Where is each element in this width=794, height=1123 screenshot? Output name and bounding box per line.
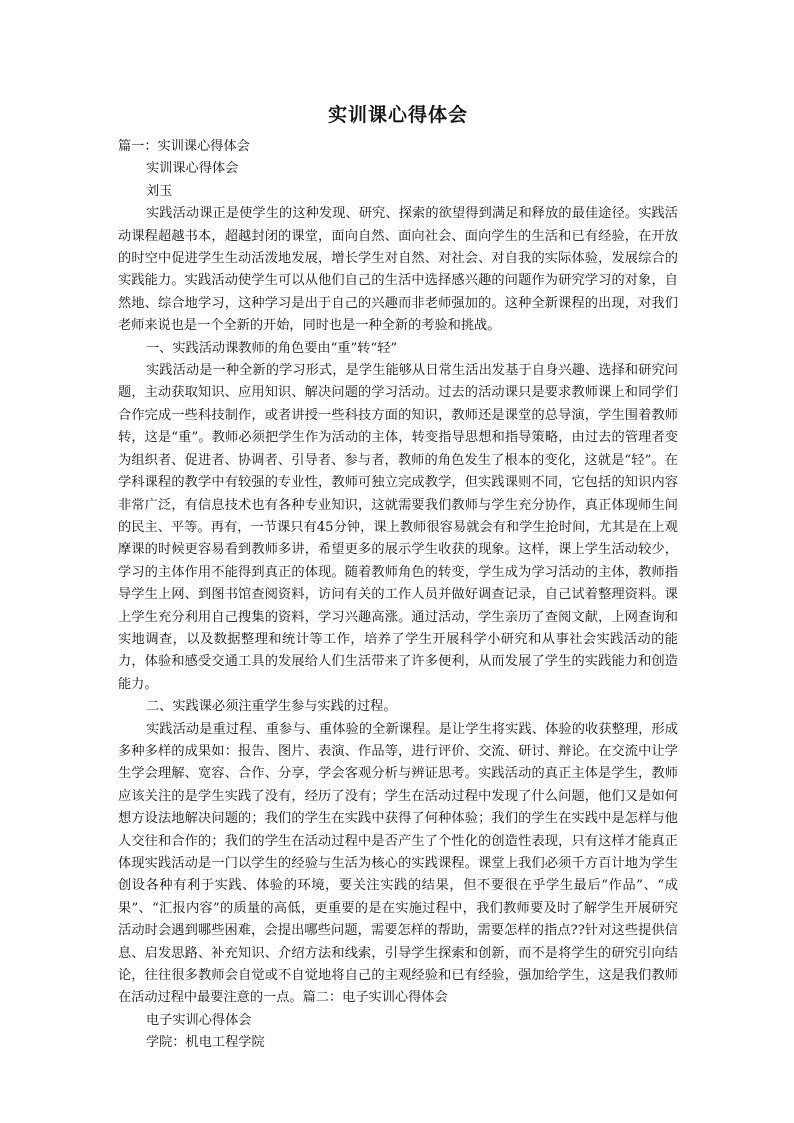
section1-subtitle: 实训课心得体会: [146, 161, 239, 177]
section1-heading: 篇一：实训课心得体会: [118, 139, 250, 154]
heading-participation: 二、实践课必须注重学生参与实践的过程。: [146, 699, 397, 715]
paragraph-teacher-role: 实践活动是一种全新的学习形式，是学生能够从日常生活出发基于自身兴趣、选择和研究问题，主动获取知识、应用知识、解决问题的学习活动。过去的活动课只是要求教师课上和同学们合作完成一些科技制作，或者讲授一些科技方面的知识，教师还是课堂的总导演，学生围着教师转，这是“重”。教师必须把学生作为活动的主体，转变指导思想和指导策略，由过去的管理者变为组织者、促进者、协调者、引导者、参与者，教师的角色发生了根本的变化，这就是“轻”。在学科课程的教学中有较强的专业性，教师可独立完成教学，但实践课则不同，它包括的知识内容非常广泛，有信息技术也有各种专业知识，这就需要我们教师与学生充分协作，真正体现师生间的民主、平等。再有，一节课只有45分钟，课上教师很容易就会有和学生抢时间，尤其是在上观摩课的时候更容易看到教师多讲，希望更多的展示学生收获的现象。这样，课上学生活动较少，学习的主体作用不能得到真正的体现。随着教师角色的转变，学生成为学习活动的主体，教师指导学生上网、到图书馆查阅资料，访问有关的工作人员并做好调查记录，自己试着整理资料。课上学生充分利用自己搜集的资料，学习兴趣高涨。通过活动，学生亲历了查阅文献，上网查询和实地调查，以及数据整理和统计等工作，培养了学生开展科学小研究和从事社会实践活动的能力，体验和感受交通工具的发展给人们生活带来了许多便利，从而发展了学生的实践能力和创造能力。: [118, 363, 678, 692]
paragraph-participation: 实践活动是重过程、重参与、重体验的全新课程。是让学生将实践、体验的收获整理，形成多种多样的成果如：报告、图片、表演、作品等，进行评价、交流、研讨、辩论。在交流中让学生学会理解、宽容、合作、分享，学会客观分析与辨证思考。实践活动的真正主体是学生，教师应该关注的是学生实践了没有，经历了没有；学生在活动过程中发现了什么问题，他们又是如何想方设法地解决问题的；我们的学生在实践中获得了何种体验；我们的学生在实践中是怎样与他人交往和合作的；我们的学生在活动过程中是否产生了个性化的创造性表现，只有这样才能真正体现实践活动是一门以学生的经验与生活为核心的实践课程。课堂上我们必须千方百计地为学生创设各种有利于实践、体验的环境，要关注实践的结果，但不要很在乎学生最后“作品”、“成果”、“汇报内容”的质量的高低，更重要的是在实施过程中，我们教师要及时了解学生开展研究活动时会遇到哪些困难，会提出哪些问题，需要怎样的帮助，需要怎样的指点??针对这些提供信息、启发思路、补充知识、介绍方法和线索，引导学生探索和创新，而不是将学生的研究引向结论，往往很多教师会自觉或不自觉地将自己的主观经验和已有经验，强加给学生，这是我们教师在活动过程中最要注意的一点。篇二：电子实训心得体会: [118, 721, 678, 1006]
author-name: 刘玉: [146, 183, 173, 199]
heading-teacher-role: 一、实践活动课教师的角色要由“重”转“轻”: [146, 340, 398, 356]
document-title: 实训课心得体会: [327, 104, 468, 126]
paragraph-intro: 实践活动课正是使学生的这种发现、研究、探索的欲望得到满足和释放的最佳途径。实践活动课程超越书本，超越封闭的课堂，面向自然、面向社会、面向学生的生活和已有经验，在开放的时空中促进学生生动活泼地发展，增长学生对自然、对社会、对自我的实际体验，发展综合的实践能力。实践活动使学生可以从他们自己的生活中选择感兴趣的问题作为研究学习的对象，自然地、综合地学习，这种学习是出于自己的兴趣而非老师强加的。这种全新课程的出现，对我们老师来说也是一个全新的开始，同时也是一种全新的考验和挑战。: [118, 206, 678, 334]
document-page: [118, 100, 678, 1055]
college-line: 学院：机电工程学院: [146, 1035, 265, 1051]
section2-subtitle: 电子实训心得体会: [146, 1012, 252, 1028]
